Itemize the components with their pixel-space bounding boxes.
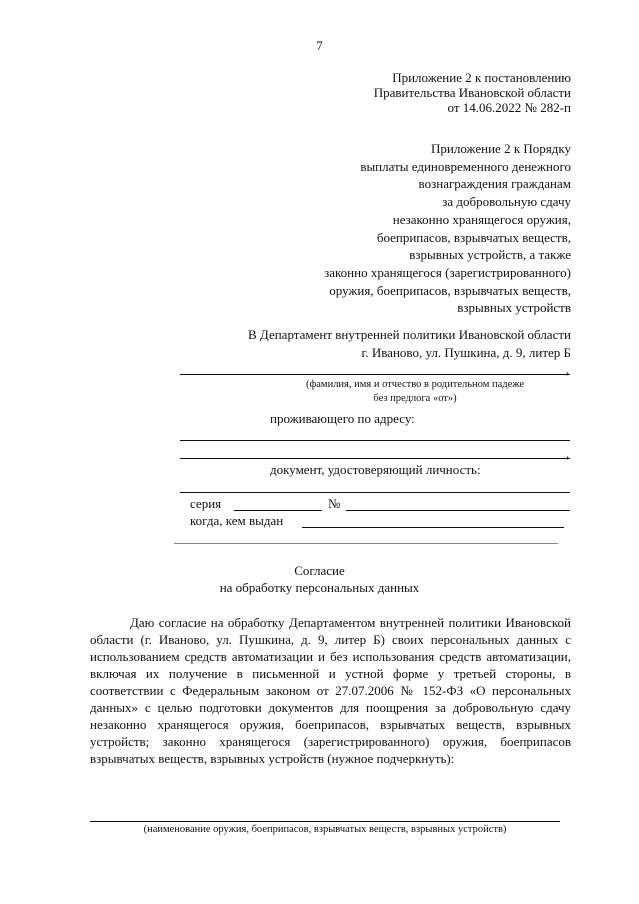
name-hint <box>250 378 580 406</box>
appendix-procedure-line: незаконно хранящегося оружия, <box>392 211 571 227</box>
name-hint-line: (фамилия, имя и отчество в родительном падеже <box>305 379 525 390</box>
appendix-resolution-block <box>374 70 571 115</box>
series-label: серия <box>190 496 222 511</box>
address-line-2[interactable] <box>180 458 570 459</box>
appendix-procedure-line: вознаграждения гражданам <box>418 176 571 192</box>
appendix-resolution-line: Правительства Ивановской области <box>373 85 571 100</box>
consent-body <box>90 614 571 767</box>
appendix-procedure-line: взрывных устройств, а также <box>409 247 571 263</box>
address-line-1[interactable] <box>180 440 570 441</box>
comma: , <box>566 446 570 461</box>
name-hint-line: без предлога «от») <box>373 393 457 404</box>
appendix-resolution-line: Приложение 2 к постановлению <box>392 70 571 85</box>
appendix-procedure-line: законно хранящегося (зарегистрированного) <box>324 264 571 280</box>
consent-title <box>0 562 639 596</box>
weapon-hint: (наименование оружия, боеприпасов, взрывчатых веществ, взрывных устройств) <box>143 824 507 835</box>
appendix-procedure-line: взрывных устройств <box>457 300 571 316</box>
issued-label: когда, кем выдан <box>190 513 284 528</box>
addressee-block <box>248 326 571 362</box>
appendix-procedure-line: за добровольную сдачу <box>442 194 571 210</box>
page-number: 7 <box>316 38 323 53</box>
consent-title-line: на обработку персональных данных <box>219 580 420 595</box>
appendix-procedure-block <box>324 140 571 317</box>
comma: , <box>566 362 570 377</box>
series-field[interactable] <box>234 510 322 511</box>
addressee-line: В Департамент внутренней политики Ивановской области <box>248 327 571 342</box>
applicant-name-line[interactable] <box>180 374 570 375</box>
separator-line <box>174 543 558 544</box>
appendix-procedure-line: оружия, боеприпасов, взрывчатых веществ, <box>329 282 571 298</box>
appendix-resolution-line: от 14.06.2022 № 282-п <box>447 100 571 115</box>
number-label: № <box>328 496 341 511</box>
consent-title-line: Согласие <box>294 563 345 578</box>
issued-field[interactable] <box>302 527 564 528</box>
address-label: проживающего по адресу: <box>270 411 415 426</box>
appendix-procedure-line: Приложение 2 к Порядку <box>431 141 571 156</box>
document-line[interactable] <box>180 492 570 493</box>
weapon-line[interactable] <box>90 821 560 822</box>
consent-paragraph: Даю согласие на обработку Департаментом внутренней политики Ивановской области (г. Иваново, ул. Пушкина, д. 9, литер Б) своих персональных данных с использованием средств автоматизации и без использования средств автоматизации, включая их получение в письменной и устной форме у третьей стороны, в соответствии с Федеральным законом от 27.07.2006 № 152-ФЗ «О персональных данных» с целью подготовки документов для поощрения за добровольную сдачу незаконно хранящегося оружия, боеприпасов, взрывчатых веществ, взрывных устройств; законно хранящегося (зарегистрированного) оружия, боеприпасов взрывчатых веществ, взрывных устройств (нужное подчеркнуть): <box>90 615 571 766</box>
appendix-procedure-line: боеприпасов, взрывчатых веществ, <box>376 229 571 245</box>
addressee-line: г. Иваново, ул. Пушкина, д. 9, литер Б <box>361 345 571 360</box>
number-field[interactable] <box>346 510 570 511</box>
appendix-procedure-line: выплаты единовременного денежного <box>360 158 571 174</box>
document-label: документ, удостоверяющий личность: <box>270 462 481 477</box>
